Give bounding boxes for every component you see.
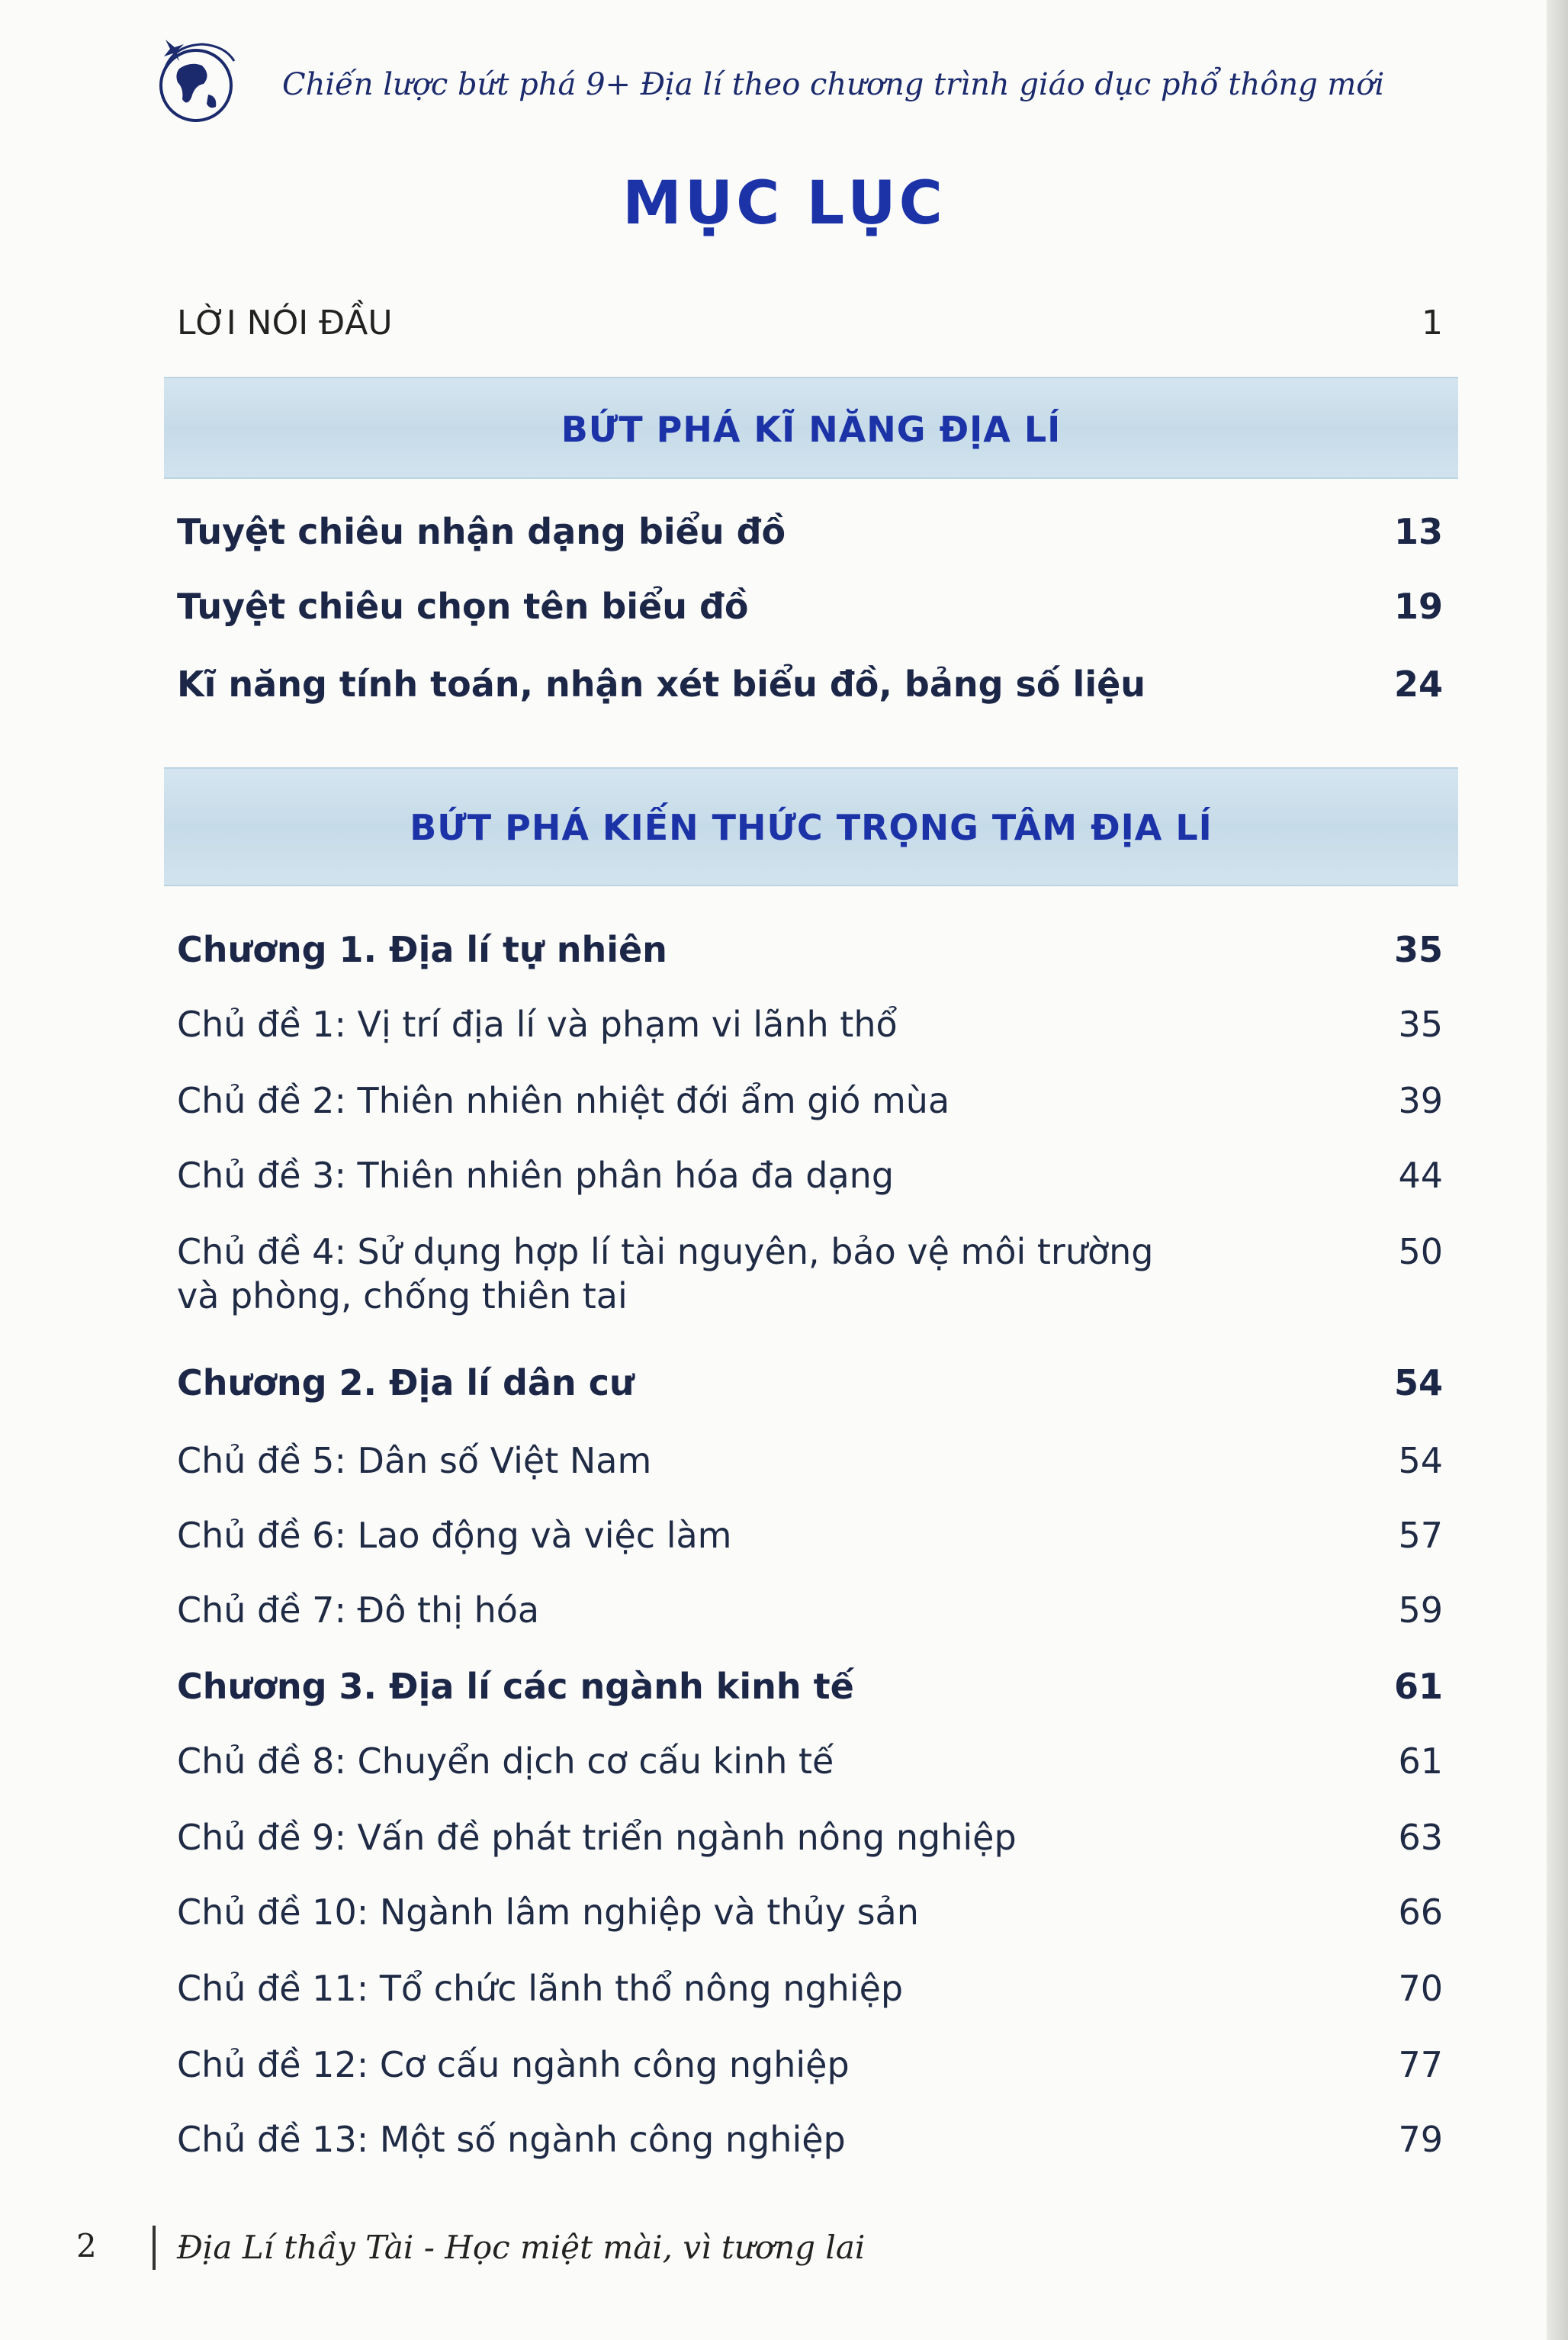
toc-entry-page: 59 xyxy=(1398,1589,1443,1631)
toc-entry-label: Chủ đề 13: Một số ngành công nghiệp xyxy=(177,2119,846,2160)
toc-entry-label: Chủ đề 3: Thiên nhiên phân hóa đa dạng xyxy=(177,1155,895,1196)
toc-entry-label: LỜI NÓI ĐẦU xyxy=(177,304,393,342)
toc-entry-page: 24 xyxy=(1393,664,1443,705)
toc-entry-page: 66 xyxy=(1398,1892,1443,1933)
toc-entry-page: 35 xyxy=(1398,1004,1443,1045)
page-number: 2 xyxy=(76,2227,97,2264)
page-edge xyxy=(1547,0,1568,2340)
toc-entry-label: Chương 3. Địa lí các ngành kinh tế xyxy=(177,1666,854,1707)
toc-entry-label: Chương 1. Địa lí tự nhiên xyxy=(177,929,667,970)
toc-entry-label-continued: và phòng, chống thiên tai xyxy=(177,1275,628,1316)
toc-entry-page: 54 xyxy=(1393,1362,1443,1403)
toc-entry-label: Chủ đề 8: Chuyển dịch cơ cấu kinh tế xyxy=(177,1741,834,1782)
page-title: MỤC LỤC xyxy=(622,169,946,238)
toc-entry-label: Chủ đề 6: Lao động và việc làm xyxy=(177,1515,732,1556)
toc-entry-page: 1 xyxy=(1422,304,1443,342)
toc-entry-label: Chương 2. Địa lí dân cư xyxy=(177,1362,635,1403)
toc-entry-label: Tuyệt chiêu chọn tên biểu đồ xyxy=(177,586,749,627)
globe-airplane-icon xyxy=(149,31,248,130)
toc-entry-label: Chủ đề 11: Tổ chức lãnh thổ nông nghiệp xyxy=(177,1968,904,2009)
toc-entry-label: Tuyệt chiêu nhận dạng biểu đồ xyxy=(177,511,786,552)
toc-entry-label: Chủ đề 7: Đô thị hóa xyxy=(177,1589,540,1631)
toc-entry-page: 44 xyxy=(1398,1155,1443,1196)
toc-entry-label: Chủ đề 12: Cơ cấu ngành công nghiệp xyxy=(177,2044,850,2085)
toc-entry-label: Chủ đề 2: Thiên nhiên nhiệt đới ẩm gió mùa xyxy=(177,1080,950,1121)
series-title: Chiến lược bứt phá 9+ Địa lí theo chương trình giáo dục phổ thông mới xyxy=(282,67,1385,102)
toc-entry-label: Chủ đề 10: Ngành lâm nghiệp và thủy sản xyxy=(177,1892,919,1933)
toc-entry-page: 79 xyxy=(1398,2119,1443,2160)
toc-entry-label: Chủ đề 4: Sử dụng hợp lí tài nguyên, bảo vệ môi trường xyxy=(177,1231,1154,1272)
toc-entry-page: 57 xyxy=(1398,1515,1443,1556)
toc-entry-page: 19 xyxy=(1393,586,1443,627)
toc-entry-page: 13 xyxy=(1393,511,1443,552)
section-heading[interactable]: BỨT PHÁ KĨ NĂNG ĐỊA LÍ xyxy=(561,409,1062,450)
section-band-knowledge xyxy=(164,767,1458,886)
section-band-skills xyxy=(164,377,1458,479)
toc-entry-label: Chủ đề 5: Dân số Việt Nam xyxy=(177,1440,652,1481)
toc-entry-page: 54 xyxy=(1398,1440,1443,1481)
toc-entry-page: 35 xyxy=(1393,929,1443,970)
toc-entry-page: 50 xyxy=(1398,1231,1443,1272)
toc-entry-label: Chủ đề 1: Vị trí địa lí và phạm vi lãnh thổ xyxy=(177,1004,898,1045)
toc-entry-page: 70 xyxy=(1398,1968,1443,2009)
toc-entry-page: 61 xyxy=(1393,1666,1443,1707)
toc-entry-page: 61 xyxy=(1398,1741,1443,1782)
page-header xyxy=(149,31,1385,130)
toc-entry-page: 77 xyxy=(1398,2044,1443,2085)
footer-slogan: Địa Lí thầy Tài - Học miệt mài, vì tương lai xyxy=(177,2229,866,2266)
section-heading[interactable]: BỨT PHÁ KIẾN THỨC TRỌNG TÂM ĐỊA LÍ xyxy=(410,807,1213,848)
toc-entry-page: 63 xyxy=(1398,1817,1443,1858)
toc-entry-page: 39 xyxy=(1398,1080,1443,1121)
toc-entry[interactable] xyxy=(177,1231,1443,1323)
toc-entry-label: Chủ đề 9: Vấn đề phát triển ngành nông nghiệp xyxy=(177,1817,1017,1858)
toc-entry-label: Kĩ năng tính toán, nhận xét biểu đồ, bảng số liệu xyxy=(177,664,1146,705)
footer-divider xyxy=(153,2226,156,2270)
